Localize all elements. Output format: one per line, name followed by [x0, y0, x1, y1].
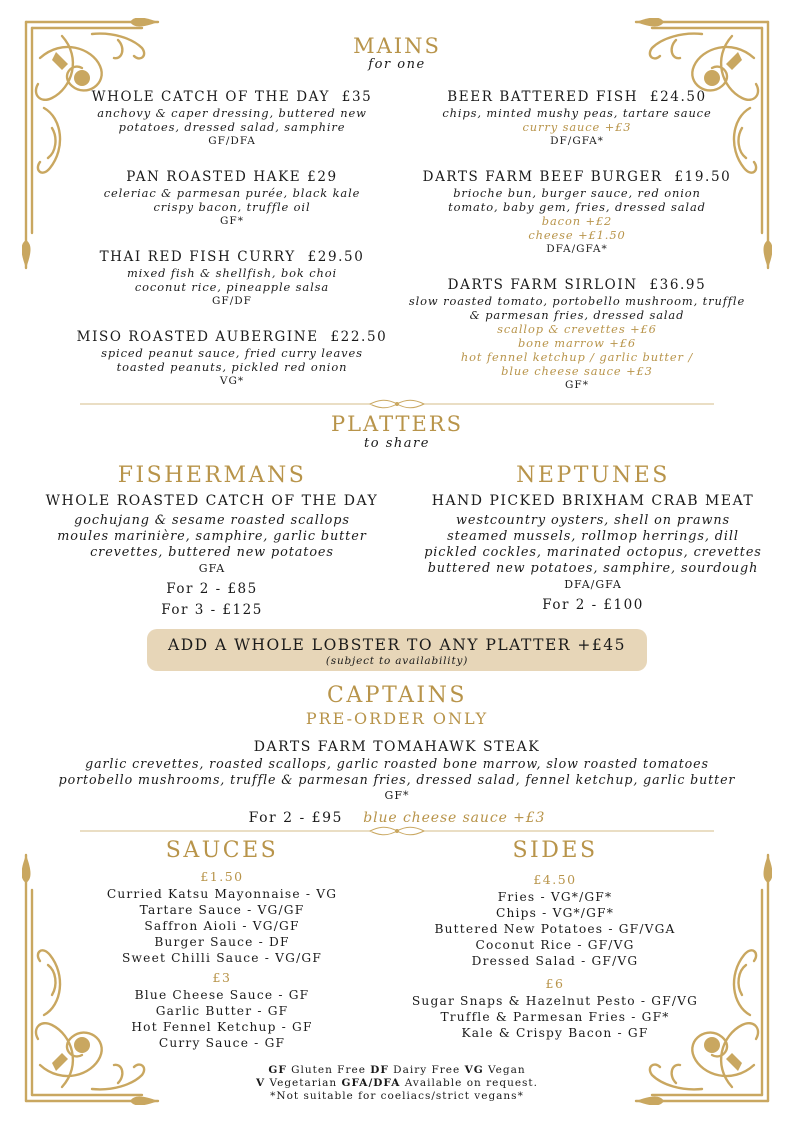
legend-code: VG — [464, 1064, 484, 1076]
item-price: £35 — [341, 89, 373, 105]
item-option: blue cheese sauce +£3 — [501, 364, 653, 378]
sauces-title: SAUCES — [165, 838, 279, 863]
item-option: curry sauce +£3 — [522, 120, 632, 134]
section-divider — [80, 394, 714, 404]
divider-flourish-icon — [80, 399, 714, 409]
platter-diet: DFA/GFA — [564, 578, 622, 591]
captains-section — [0, 683, 794, 829]
item-desc: potatoes, dressed salad, samphire — [118, 120, 346, 134]
item-price: £24.50 — [649, 89, 707, 105]
captains-option: blue cheese sauce +£3 — [363, 810, 546, 826]
side-item: Buttered New Potatoes - GF/VGA — [434, 922, 676, 936]
legend-text: Vegetarian — [269, 1077, 338, 1089]
sauce-item: Curry Sauce - GF — [158, 1036, 286, 1050]
item-price: £29.50 — [307, 249, 365, 265]
platter-desc: moules marinière, samphire, garlic butter — [57, 529, 367, 544]
captains-subtitle: PRE-ORDER ONLY — [305, 709, 489, 728]
item-diet: GF/DFA — [208, 135, 256, 147]
platters-subtitle: to share — [364, 436, 430, 451]
dietary-legend — [0, 1064, 794, 1103]
menu-item — [52, 329, 412, 388]
sauce-item: Tartare Sauce - VG/GF — [139, 903, 305, 917]
sauce-item: Saffron Aioli - VG/GF — [144, 919, 300, 933]
platters-header — [0, 412, 794, 451]
side-item: Coconut Rice - GF/VG — [475, 938, 635, 952]
mains-title: MAINS — [353, 34, 441, 58]
platter-diet: GFA — [198, 562, 226, 575]
item-name: BEER BATTERED FISH — [447, 89, 639, 105]
side-item: Dressed Salad - GF/VG — [471, 954, 639, 968]
platter-desc: crevettes, buttered new potatoes — [90, 545, 334, 560]
item-diet: GF/DF — [212, 295, 252, 307]
platter-name: HAND PICKED BRIXHAM CRAB MEAT — [431, 493, 755, 509]
section-divider — [80, 821, 714, 831]
item-price: £19.50 — [674, 169, 732, 185]
sides-title: SIDES — [512, 838, 598, 863]
mains-left-column — [52, 89, 412, 409]
platter-desc: westcountry oysters, shell on prawns — [456, 513, 730, 528]
captains-desc: garlic crevettes, roasted scallops, garlic roasted bone marrow, slow roasted tomatoes — [85, 756, 709, 771]
side-item: Chips - VG*/GF* — [495, 906, 615, 920]
item-price: £36.95 — [649, 277, 707, 293]
mains-header — [0, 34, 794, 72]
platter-price: For 2 - £100 — [542, 597, 644, 613]
legend-note: *Not suitable for coeliacs/strict vegans* — [270, 1090, 524, 1102]
item-desc: celeriac & parmesan purée, black kale — [103, 186, 361, 200]
captains-desc: portobello mushrooms, truffle & parmesan fries, dressed salad, fennel ketchup, garlic butter — [58, 772, 736, 787]
menu-item — [52, 89, 412, 148]
legend-code: GF — [268, 1064, 287, 1076]
legend-code: DF — [370, 1064, 389, 1076]
platter-price: For 3 - £125 — [161, 602, 263, 618]
platter-desc: gochujang & sesame roasted scallops — [74, 513, 350, 528]
captains-item-name: DARTS FARM TOMAHAWK STEAK — [253, 739, 541, 755]
divider-flourish-icon — [80, 826, 714, 836]
item-desc: brioche bun, burger sauce, red onion — [453, 186, 701, 200]
menu-item — [396, 89, 758, 148]
item-desc: & parmesan fries, dressed salad — [469, 308, 685, 322]
sauce-item: Curried Katsu Mayonnaise - VG — [106, 887, 338, 901]
platters-title: PLATTERS — [330, 412, 464, 436]
item-name: WHOLE CATCH OF THE DAY — [91, 89, 330, 105]
sauces-group-price: £3 — [212, 970, 232, 985]
sides-group-price: £6 — [545, 976, 565, 991]
mains-right-column — [396, 89, 758, 413]
legend-text: Gluten Free — [291, 1064, 366, 1076]
item-option: hot fennel ketchup / garlic butter / — [460, 350, 694, 364]
side-item: Fries - VG*/GF* — [497, 890, 613, 904]
item-price: £29 — [307, 169, 338, 185]
legend-text: Available on request. — [404, 1077, 538, 1089]
legend-code: V — [256, 1077, 266, 1089]
platter-title: FISHERMANS — [117, 463, 307, 488]
platter-title: NEPTUNES — [516, 463, 670, 488]
side-item: Truffle & Parmesan Fries - GF* — [440, 1010, 670, 1024]
item-desc: slow roasted tomato, portobello mushroom, truffle — [408, 294, 746, 308]
menu-item — [396, 169, 758, 256]
mains-subtitle: for one — [368, 57, 426, 72]
item-desc: crispy bacon, truffle oil — [153, 200, 311, 214]
lobster-addon-text: ADD A WHOLE LOBSTER TO ANY PLATTER +£45 — [168, 636, 626, 654]
platter-desc: pickled cockles, marinated octopus, crevettes — [424, 545, 762, 560]
platter-desc: steamed mussels, rollmop herrings, dill — [447, 529, 739, 544]
item-diet: VG* — [219, 375, 245, 387]
menu-item — [396, 277, 758, 392]
item-name: PAN ROASTED HAKE — [126, 169, 302, 185]
sauce-item: Blue Cheese Sauce - GF — [134, 988, 310, 1002]
item-desc: mixed fish & shellfish, bok choi — [126, 266, 338, 280]
sauce-item: Hot Fennel Ketchup - GF — [131, 1020, 313, 1034]
sauces-section — [82, 838, 362, 1051]
menu-item — [52, 169, 412, 228]
item-desc: chips, minted mushy peas, tartare sauce — [442, 106, 712, 120]
sauces-group-price: £1.50 — [200, 869, 244, 884]
item-option: scallop & crevettes +£6 — [497, 322, 657, 336]
legend-code: GFA/DFA — [341, 1077, 401, 1089]
item-desc: anchovy & caper dressing, buttered new — [97, 106, 367, 120]
sauce-item: Sweet Chilli Sauce - VG/GF — [121, 951, 323, 965]
sides-group-price: £4.50 — [533, 872, 577, 887]
captains-diet: GF* — [384, 789, 410, 802]
captains-title: CAPTAINS — [327, 683, 467, 708]
item-option: bacon +£2 — [541, 214, 613, 228]
sauce-item: Burger Sauce - DF — [154, 935, 290, 949]
item-desc: toasted peanuts, pickled red onion — [116, 360, 348, 374]
item-diet: GF* — [220, 215, 244, 227]
sauce-item: Garlic Butter - GF — [155, 1004, 289, 1018]
item-diet: GF* — [565, 379, 589, 391]
side-item: Kale & Crispy Bacon - GF — [461, 1026, 649, 1040]
item-desc: tomato, baby gem, fries, dressed salad — [448, 200, 706, 214]
menu-item — [52, 249, 412, 308]
legend-text: Dairy Free — [393, 1064, 461, 1076]
lobster-addon-note: (subject to availability) — [325, 655, 469, 667]
lobster-addon-banner — [147, 629, 647, 671]
item-diet: DF/GFA* — [550, 135, 604, 147]
item-desc: coconut rice, pineapple salsa — [134, 280, 330, 294]
item-name: MISO ROASTED AUBERGINE — [76, 329, 319, 345]
item-desc: spiced peanut sauce, fried curry leaves — [101, 346, 363, 360]
item-name: DARTS FARM SIRLOIN — [447, 277, 638, 293]
platter-name: WHOLE ROASTED CATCH OF THE DAY — [45, 493, 379, 509]
platter-neptunes — [410, 463, 776, 616]
side-item: Sugar Snaps & Hazelnut Pesto - GF/VG — [411, 994, 699, 1008]
platter-price: For 2 - £85 — [166, 581, 258, 597]
item-option: cheese +£1.50 — [528, 228, 626, 242]
platter-fishermans — [30, 463, 394, 621]
sides-section — [400, 838, 710, 1041]
item-option: bone marrow +£6 — [517, 336, 637, 350]
item-name: THAI RED FISH CURRY — [99, 249, 296, 265]
item-name: DARTS FARM BEEF BURGER — [422, 169, 663, 185]
platter-desc: buttered new potatoes, samphire, sourdough — [427, 561, 759, 576]
item-price: £22.50 — [330, 329, 388, 345]
item-diet: DFA/GFA* — [546, 243, 608, 255]
legend-text: Vegan — [488, 1064, 526, 1076]
captains-price: For 2 - £95 — [248, 810, 343, 826]
